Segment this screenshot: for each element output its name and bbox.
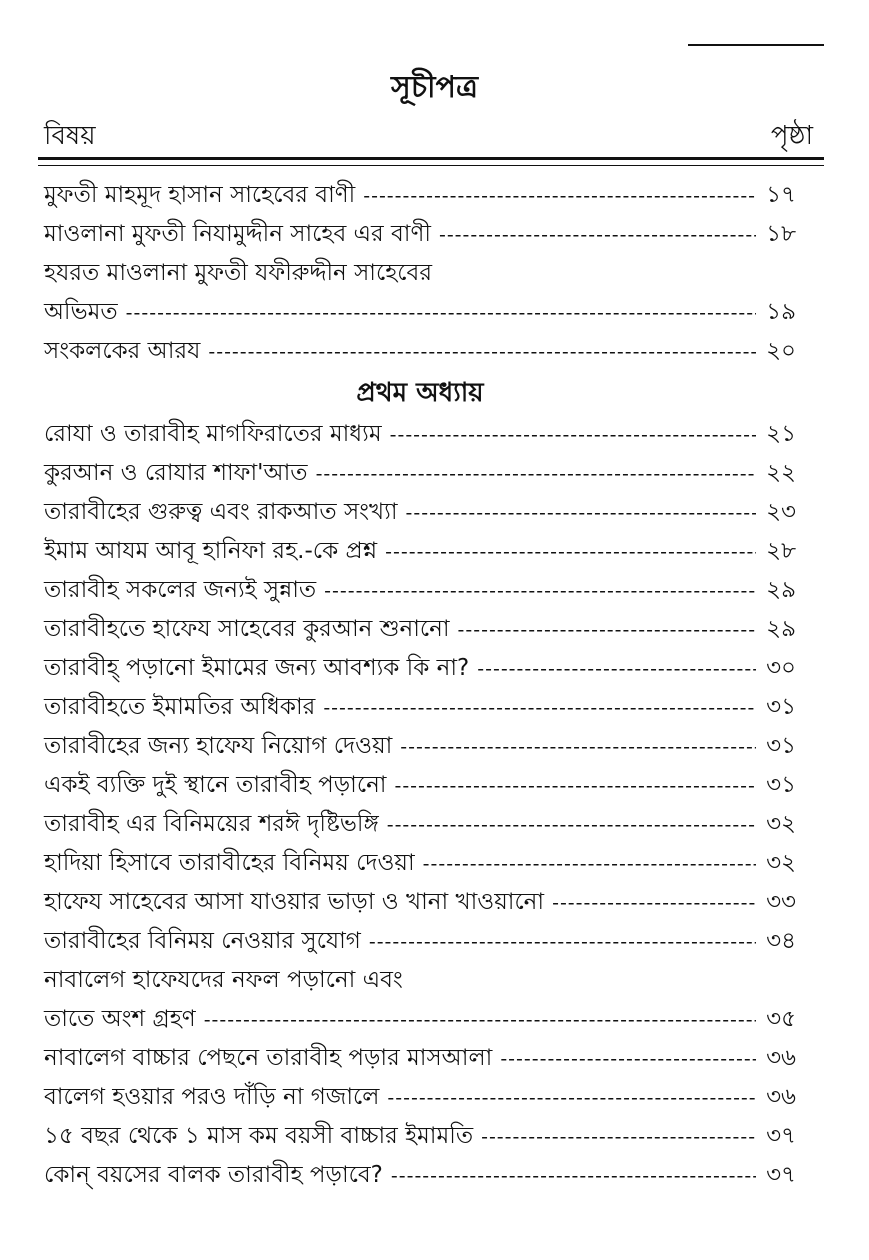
toc-page-number: ৩১ [766,733,796,759]
column-header-subject: বিষয় [44,121,96,151]
toc-page-number: ২৩ [766,499,796,525]
toc-entry-title: তারাবীহের জন্য হাফেয নিয়োগ দেওয়া [44,733,393,759]
dot-leader [208,333,756,372]
toc-entry [44,1117,796,1156]
toc-page-number: ৩৩ [766,889,796,915]
toc-entry-title: বালেগ হওয়ার পরও দাঁড়ি না গজালে [44,1084,380,1110]
toc-page-number: ১৮ [766,221,796,247]
toc-entry [44,1078,796,1117]
toc-entry-title: তারাবীহ সকলের জন্যই সুন্নাত [44,577,317,603]
toc-entry-title: তারাবীহ এর বিনিময়ের শরঈ দৃষ্টিভঙ্গি [44,811,379,837]
toc-entry [44,415,796,454]
toc-page-number: ১৯ [766,299,796,325]
toc-entry [44,254,796,293]
dot-leader [458,611,756,650]
toc-entry [44,215,796,254]
toc-entry [44,805,796,844]
toc-entry [44,688,796,727]
toc-page-number: ১৭ [766,182,796,208]
toc-entry-title: তারাবীহের গুরুত্ব এবং রাকআত সংখ্যা [44,499,398,525]
toc-entry [44,571,796,610]
toc-entry [44,493,796,532]
toc-entry [44,454,796,493]
toc-page-number: ২৮ [766,538,796,564]
dot-leader [385,533,756,572]
toc-entry [44,176,796,215]
toc-page-number: ৩৫ [766,1006,796,1032]
toc-entry-title: তারাবীহ্ পড়ানো ইমামের জন্য আবশ্যক কি না? [44,655,470,681]
toc-entry-title: ১৫ বছর থেকে ১ মাস কম বয়সী বাচ্চার ইমামতি [44,1123,474,1149]
dot-leader [400,728,756,767]
toc-entry-title: হাদিয়া হিসাবে তারাবীহের বিনিময় দেওয়া [44,850,415,876]
dot-leader [126,294,756,333]
toc-page-number: ৩২ [766,850,796,876]
toc-entry-title: একই ব্যক্তি দুই স্থানে তারাবীহ পড়ানো [44,772,387,798]
toc-page-number: ২৯ [766,616,796,642]
toc-page-number: ৩৭ [766,1123,796,1149]
dot-leader [500,1040,756,1079]
toc-entry [44,649,796,688]
toc-entry [44,883,796,922]
toc-entry [44,766,796,805]
toc-page-number: ২০ [766,338,796,364]
dot-leader [369,923,756,962]
toc-page-number: ৩৭ [766,1162,796,1188]
dot-leader [394,767,756,806]
toc-entry [44,610,796,649]
toc-entry [44,293,796,332]
dot-leader [387,806,756,845]
chapter-heading: প্রথম অধ্যায় [356,378,484,408]
toc-entry-title: কোন্ বয়সের বালক তারাবীহ পড়াবে? [44,1162,383,1188]
toc-page-number: ৩১ [766,694,796,720]
dot-leader [204,1001,756,1040]
toc-page-number: ২২ [766,460,796,486]
toc-entry [44,532,796,571]
dot-leader [387,1079,756,1118]
toc-entry-title: মাওলানা মুফতী নিযামুদ্দীন সাহেব এর বাণী [44,221,431,247]
toc-entry-title: নাবালেগ বাচ্চার পেছনে তারাবীহ পড়ার মাসআলা [44,1045,493,1071]
top-rule [688,44,824,46]
header-rule-thick [38,157,824,160]
dot-leader [439,216,756,255]
dot-leader [391,1157,756,1196]
toc-entry-title: মুফতী মাহমূদ হাসান সাহেবের বাণী [44,182,356,208]
toc-entry-title: হাফেয সাহেবের আসা যাওয়ার ভাড়া ও খানা খাওয়ানো [44,889,545,915]
dot-leader [324,572,756,611]
toc-entry-title: তারাবীহতে হাফেয সাহেবের কুরআন শুনানো [44,616,450,642]
toc-entry [44,922,796,961]
toc-entry [44,961,796,1000]
dot-leader [552,884,756,923]
page-title: সূচীপত্র [391,70,478,105]
toc-entry-title: ইমাম আযম আবূ হানিফা রহ.-কে প্রশ্ন [44,538,378,564]
toc-entry [44,844,796,883]
toc-entry-title: রোযা ও তারাবীহ মাগফিরাতের মাধ্যম [44,421,382,447]
table-of-contents [44,176,796,1195]
toc-page-number: ৩২ [766,811,796,837]
toc-page-number: ২৯ [766,577,796,603]
toc-page-number: ৩০ [766,655,796,681]
toc-page-number: ৩১ [766,772,796,798]
dot-leader [390,416,756,455]
dot-leader [477,650,756,689]
toc-entry-title: অভিমত [44,299,118,325]
toc-page-number: ২১ [766,421,796,447]
toc-entry [44,1000,796,1039]
dot-leader [423,845,756,884]
toc-page-number: ৩৬ [766,1045,796,1071]
column-header-page: পৃষ্ঠা [770,121,813,151]
toc-page-number: ৩৪ [766,928,796,954]
dot-leader [316,455,756,494]
toc-entry-title: সংকলকের আরয [44,338,201,364]
dot-leader [481,1118,756,1157]
toc-entry-title: তারাবীহতে ইমামতির অধিকার [44,694,316,720]
toc-entry [44,332,796,371]
toc-entry-title: কুরআন ও রোযার শাফা'আত [44,460,308,486]
dot-leader [323,689,756,728]
toc-entry [44,1039,796,1078]
toc-page-number: ৩৬ [766,1084,796,1110]
toc-entry-title: তাতে অংশ গ্রহণ [44,1006,196,1032]
dot-leader [363,177,756,216]
toc-entry-title: তারাবীহের বিনিময় নেওয়ার সুযোগ [44,928,361,954]
toc-entry [44,1156,796,1195]
toc-entry [44,727,796,766]
header-rule-thin [38,165,824,166]
dot-leader [406,494,757,533]
toc-entry-title: নাবালেগ হাফেযদের নফল পড়ানো এবং [44,967,403,993]
toc-entry-title: হযরত মাওলানা মুফতী যফীরুদ্দীন সাহেবের [44,260,432,286]
